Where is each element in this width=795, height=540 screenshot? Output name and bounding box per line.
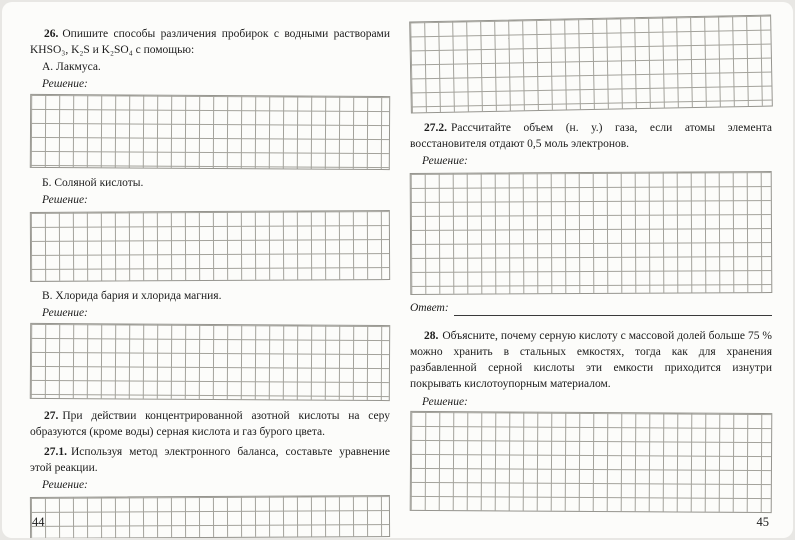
solution-label-26c: Решение: (42, 306, 88, 319)
answer-grid-27-1 (30, 495, 390, 538)
question-26-item-b: Б. Соляной кислоты. (42, 177, 144, 190)
answer-grid-28 (410, 411, 773, 513)
question-26-number: 26. (44, 28, 59, 40)
question-28-number: 28. (424, 330, 439, 343)
question-27-2-number: 27.2. (424, 122, 447, 134)
question-27 (30, 408, 390, 440)
answer-grid-27-1-continued (409, 15, 773, 114)
question-27-2 (410, 120, 772, 152)
question-26-item-c: В. Хлорида бария и хлорида магния. (42, 289, 222, 302)
solution-label-28: Решение: (422, 395, 468, 408)
answer-grid-26b (30, 210, 390, 282)
question-27-text: При действии концентрированной азотной кислоты на серу образуются (кроме воды) серная кислота и газ бурого цвета. (30, 409, 390, 438)
page-number-right: 45 (756, 515, 769, 529)
answer-label: Ответ: (410, 302, 449, 315)
solution-label-26b: Решение: (42, 194, 88, 206)
page-number-left: 44 (32, 515, 45, 529)
question-26 (30, 26, 390, 58)
question-26-text: Опишите способы различения пробирок с водными растворами KHSO₃, K₂S и K₂SO₄ с помощью: (30, 28, 390, 57)
answer-line (454, 304, 772, 316)
question-28-text: Объясните, почему серную кислоту с массовой долей больше 75 % можно хранить в стальных емкостях, тогда как для хранения разбавленной серной кислоты эти емкости приходится изнутри покрывать кислотоупорным материалом. (410, 330, 772, 391)
answer-grid-26a (30, 94, 390, 170)
solution-label-27-2: Решение: (422, 155, 468, 168)
question-27-1 (30, 444, 390, 476)
question-26-item-a: А. Лакмуса. (42, 61, 101, 74)
question-27-2-text: Рассчитайте объем (н. у.) газа, если атомы элемента восстановителя отдают 0,5 моль электронов. (410, 122, 772, 151)
answer-grid-26c (30, 323, 390, 401)
solution-label-27-1: Решение: (42, 479, 88, 492)
question-28 (410, 328, 772, 392)
right-page (410, 18, 772, 512)
answer-grid-27-2 (410, 171, 773, 295)
answer-row-27-2 (410, 300, 772, 316)
solution-label-26a: Решение: (42, 78, 88, 91)
workbook-spread (2, 2, 793, 538)
question-27-1-text: Используя метод электронного баланса, составьте уравнение этой реакции. (30, 446, 390, 475)
question-27-1-number: 27.1. (44, 446, 67, 458)
left-page (30, 26, 390, 538)
question-27-number: 27. (44, 409, 59, 422)
